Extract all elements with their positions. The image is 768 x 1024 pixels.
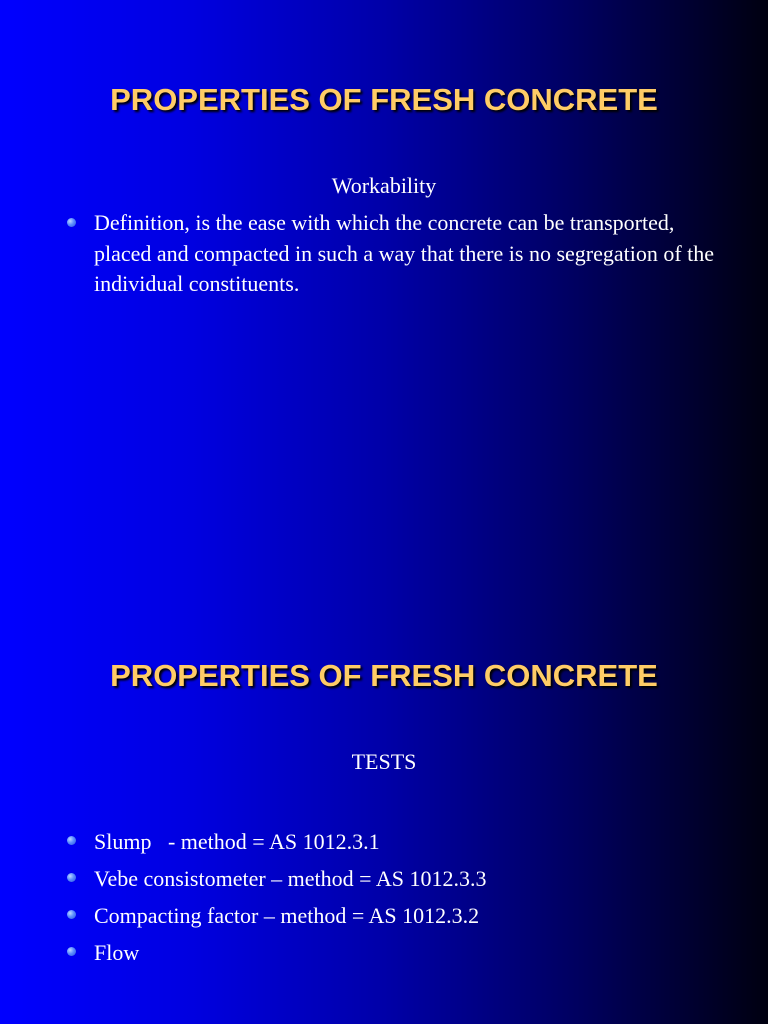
bullet-dot-icon [67,836,76,845]
bullet-text: Vebe consistometer – method = AS 1012.3.3 [94,866,487,891]
slide-subheading: TESTS [351,749,417,774]
bullet-item [62,208,722,300]
bullet-dot-icon [67,947,76,956]
bullet-text: Slump - method = AS 1012.3.1 [94,829,380,854]
slide-subheading: Workability [331,173,437,198]
bullet-item [62,897,722,934]
bullet-text: Definition, is the ease with which the concrete can be transported, placed and compacted in such a way that there is no segregation of the individual constituents. [94,210,720,296]
bullet-item [62,823,722,860]
slide-tests [0,576,768,1024]
bullet-dot-icon [67,218,76,227]
slide-title: PROPERTIES OF FRESH CONCRETE [110,82,658,117]
bullet-dot-icon [67,910,76,919]
bullet-text: Compacting factor – method = AS 1012.3.2 [94,903,480,928]
slide-title: PROPERTIES OF FRESH CONCRETE [110,658,658,693]
bullet-dot-icon [67,873,76,882]
bullet-list [62,823,722,971]
bullet-list [62,208,722,300]
bullet-item [62,860,722,897]
bullet-text: Flow [94,940,140,965]
bullet-item [62,934,722,971]
